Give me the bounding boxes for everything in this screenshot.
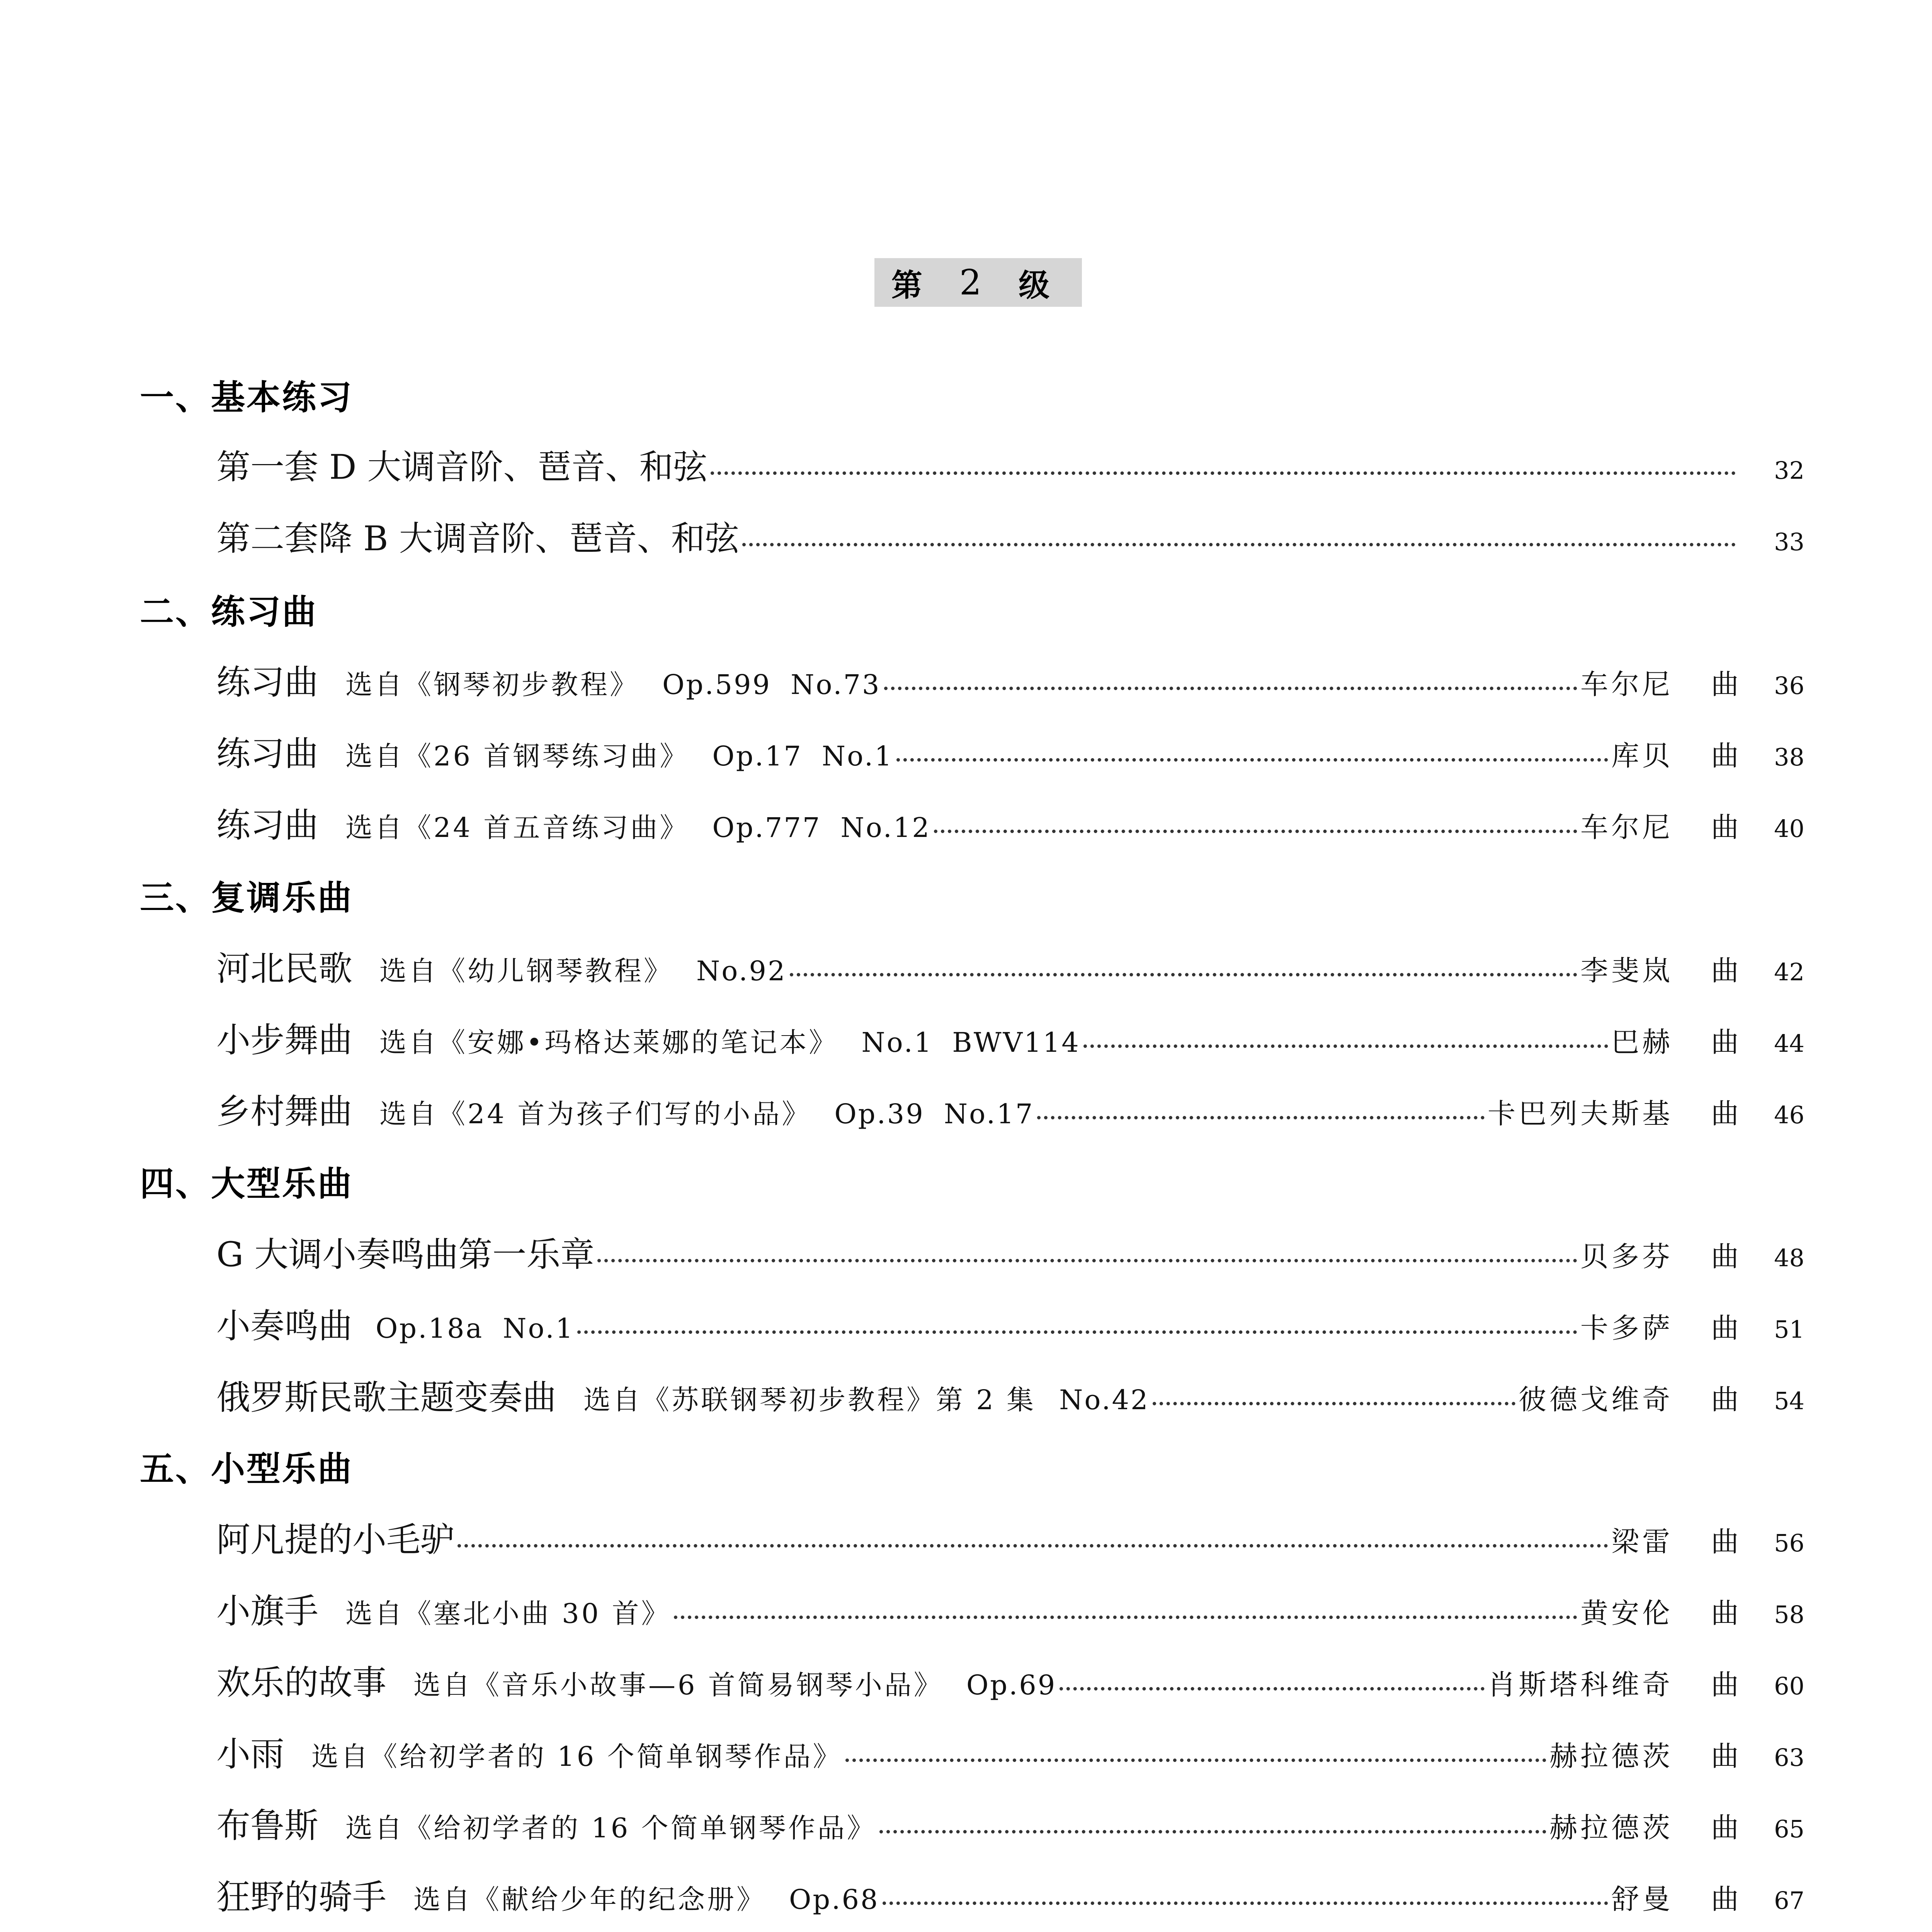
entry-page: 32 — [1774, 456, 1804, 485]
entry-qu: 曲 — [1711, 1026, 1739, 1058]
entry-page: 44 — [1774, 1029, 1804, 1058]
entry-page: 48 — [1774, 1244, 1804, 1272]
entry-source: 选自《音乐小故事—6 首简易钢琴小品》 — [413, 1669, 943, 1701]
toc-entry[interactable] — [216, 519, 1804, 558]
entry-page: 42 — [1774, 958, 1804, 986]
dot-leader — [883, 1901, 1608, 1905]
toc-entry[interactable] — [216, 1806, 1804, 1845]
entry-page: 46 — [1774, 1101, 1804, 1129]
entry-title: 狂野的骑手 — [216, 1877, 387, 1917]
entry-number: BWV114 — [952, 1027, 1080, 1058]
entry-page: 63 — [1774, 1743, 1804, 1772]
dot-leader — [845, 1759, 1546, 1762]
entry-page: 65 — [1774, 1815, 1804, 1843]
entry-title: 练习曲 — [216, 805, 319, 845]
entry-source: 选自《26 首钢琴练习曲》 — [345, 740, 689, 772]
entry-number: No.73 — [791, 669, 881, 701]
entry-source: 选自《钢琴初步教程》 — [345, 669, 639, 701]
toc-entry[interactable] — [216, 805, 1804, 845]
entry-title: 练习曲 — [216, 734, 319, 774]
entry-qu: 曲 — [1711, 1811, 1739, 1844]
entry-page: 60 — [1774, 1672, 1804, 1700]
toc-entry[interactable] — [216, 734, 1804, 774]
dot-leader — [1153, 1402, 1515, 1405]
dot-leader — [934, 830, 1577, 833]
entry-opus: Op.599 — [662, 669, 772, 701]
entry-composer: 李斐岚 — [1580, 954, 1673, 987]
toc-entry[interactable] — [216, 1734, 1804, 1774]
dot-leader — [742, 543, 1736, 546]
dot-leader — [577, 1330, 1577, 1334]
entry-composer: 车尔尼 — [1580, 668, 1673, 701]
entry-title: 乡村舞曲 — [216, 1092, 353, 1131]
entry-composer: 巴赫 — [1611, 1026, 1673, 1058]
dot-leader — [884, 687, 1577, 690]
entry-page: 58 — [1774, 1600, 1804, 1629]
section-heading-etudes: 二、练习曲 — [140, 592, 318, 632]
level-number: 2 — [959, 262, 997, 303]
entry-qu: 曲 — [1711, 954, 1739, 987]
entry-page: 38 — [1774, 743, 1804, 771]
entry-title: G 大调小奏鸣曲第一乐章 — [216, 1235, 595, 1274]
entry-qu: 曲 — [1711, 1883, 1739, 1915]
entry-opus: Op.18a — [376, 1313, 484, 1344]
entry-qu: 曲 — [1711, 1597, 1739, 1629]
entry-qu: 曲 — [1711, 1668, 1739, 1701]
entry-composer: 车尔尼 — [1580, 811, 1673, 844]
entry-page: 40 — [1774, 815, 1804, 843]
toc-entry[interactable] — [216, 447, 1804, 487]
entry-composer: 彼德戈维奇 — [1518, 1383, 1673, 1416]
entry-qu: 曲 — [1711, 1383, 1739, 1416]
section-heading-small-works: 五、小型乐曲 — [140, 1449, 354, 1489]
level-prefix: 第 — [891, 267, 938, 303]
entry-title: 小雨 — [216, 1734, 285, 1774]
entry-title: 布鲁斯 — [216, 1806, 319, 1845]
entry-composer: 梁雷 — [1611, 1526, 1673, 1558]
entry-opus: No.42 — [1059, 1384, 1150, 1416]
entry-page: 54 — [1774, 1387, 1804, 1415]
entry-title: 第一套 D 大调音阶、琶音、和弦 — [216, 447, 707, 487]
dot-leader — [597, 1259, 1577, 1262]
entry-opus: No.92 — [696, 955, 787, 987]
entry-source: 选自《献给少年的纪念册》 — [413, 1884, 766, 1915]
dot-leader — [879, 1830, 1546, 1833]
entry-qu: 曲 — [1711, 1526, 1739, 1558]
entry-qu: 曲 — [1711, 811, 1739, 844]
entry-composer: 贝多芬 — [1580, 1240, 1673, 1273]
entry-composer: 库贝 — [1611, 740, 1673, 772]
entry-source: 选自《苏联钢琴初步教程》第 2 集 — [583, 1384, 1036, 1416]
entry-page: 56 — [1774, 1529, 1804, 1557]
entry-qu: 曲 — [1711, 1097, 1739, 1130]
entry-title: 河北民歌 — [216, 949, 353, 988]
section-heading-basic: 一、基本练习 — [140, 378, 354, 417]
dot-leader — [711, 471, 1736, 475]
entry-title: 第二套降 B 大调音阶、琶音、和弦 — [216, 519, 739, 558]
entry-source: 选自《24 首五音练习曲》 — [345, 812, 689, 844]
dot-leader — [1083, 1044, 1608, 1048]
entry-title: 俄罗斯民歌主题变奏曲 — [216, 1378, 557, 1417]
entry-source: 选自《24 首为孩子们写的小品》 — [379, 1098, 811, 1130]
entry-title: 小步舞曲 — [216, 1020, 353, 1060]
entry-page: 36 — [1774, 672, 1804, 700]
section-heading-polyphony: 三、复调乐曲 — [140, 878, 354, 918]
entry-qu: 曲 — [1711, 1312, 1739, 1344]
dot-leader — [790, 973, 1577, 976]
entry-composer: 赫拉德茨 — [1549, 1811, 1673, 1844]
dot-leader — [1037, 1116, 1485, 1119]
toc-entry[interactable] — [216, 1092, 1804, 1131]
dot-leader — [674, 1616, 1577, 1619]
entry-number: No.17 — [944, 1098, 1034, 1130]
entry-number: No.12 — [840, 812, 931, 844]
entry-qu: 曲 — [1711, 1740, 1739, 1772]
entry-opus: No.1 — [861, 1027, 933, 1058]
entry-opus: Op.777 — [712, 812, 821, 844]
entry-source: 选自《安娜•玛格达莱娜的笔记本》 — [379, 1027, 838, 1058]
entry-title: 小旗手 — [216, 1591, 319, 1631]
entry-title: 小奏鸣曲 — [216, 1306, 353, 1346]
entry-page: 67 — [1774, 1886, 1804, 1915]
entry-source: 选自《给初学者的 16 个简单钢琴作品》 — [311, 1741, 842, 1772]
entry-composer: 赫拉德茨 — [1549, 1740, 1673, 1772]
toc-entry[interactable] — [216, 1520, 1804, 1560]
entry-opus: Op.69 — [966, 1669, 1057, 1701]
entry-source: 选自《塞北小曲 30 首》 — [345, 1598, 671, 1629]
toc-entry[interactable] — [216, 1235, 1804, 1274]
entry-composer: 卡巴列夫斯基 — [1487, 1097, 1673, 1130]
level-badge — [874, 258, 1082, 307]
entry-number: No.1 — [503, 1313, 575, 1344]
dot-leader — [896, 758, 1608, 762]
toc-entry[interactable] — [216, 1663, 1804, 1702]
entry-title: 欢乐的故事 — [216, 1663, 387, 1702]
entry-page: 51 — [1774, 1315, 1804, 1344]
entry-composer: 舒曼 — [1611, 1883, 1673, 1915]
dot-leader — [457, 1544, 1608, 1548]
entry-qu: 曲 — [1711, 668, 1739, 701]
entry-composer: 卡多萨 — [1580, 1312, 1673, 1344]
toc-entry[interactable] — [216, 662, 1804, 702]
entry-qu: 曲 — [1711, 1240, 1739, 1273]
level-suffix: 级 — [1019, 267, 1065, 303]
entry-source: 选自《幼儿钢琴教程》 — [379, 955, 673, 987]
toc-entry[interactable] — [216, 1591, 1804, 1631]
entry-source: 选自《给初学者的 16 个简单钢琴作品》 — [345, 1812, 876, 1844]
toc-entry[interactable] — [216, 1877, 1804, 1917]
entry-qu: 曲 — [1711, 740, 1739, 772]
entry-composer: 黄安伦 — [1580, 1597, 1673, 1629]
dot-leader — [1060, 1687, 1485, 1690]
toc-entry[interactable] — [216, 1306, 1804, 1346]
toc-entry[interactable] — [216, 1020, 1804, 1060]
entry-title: 练习曲 — [216, 662, 319, 702]
entry-page: 33 — [1774, 528, 1804, 556]
toc-entry[interactable] — [216, 949, 1804, 988]
section-heading-large-works: 四、大型乐曲 — [140, 1164, 354, 1204]
entry-title: 阿凡提的小毛驴 — [216, 1520, 455, 1560]
entry-opus: Op.39 — [834, 1098, 925, 1130]
toc-entry[interactable] — [216, 1378, 1804, 1417]
entry-opus: Op.68 — [789, 1884, 879, 1915]
entry-opus: Op.17 — [712, 740, 803, 772]
entry-composer: 肖斯塔科维奇 — [1487, 1668, 1673, 1701]
entry-number: No.1 — [821, 740, 893, 772]
